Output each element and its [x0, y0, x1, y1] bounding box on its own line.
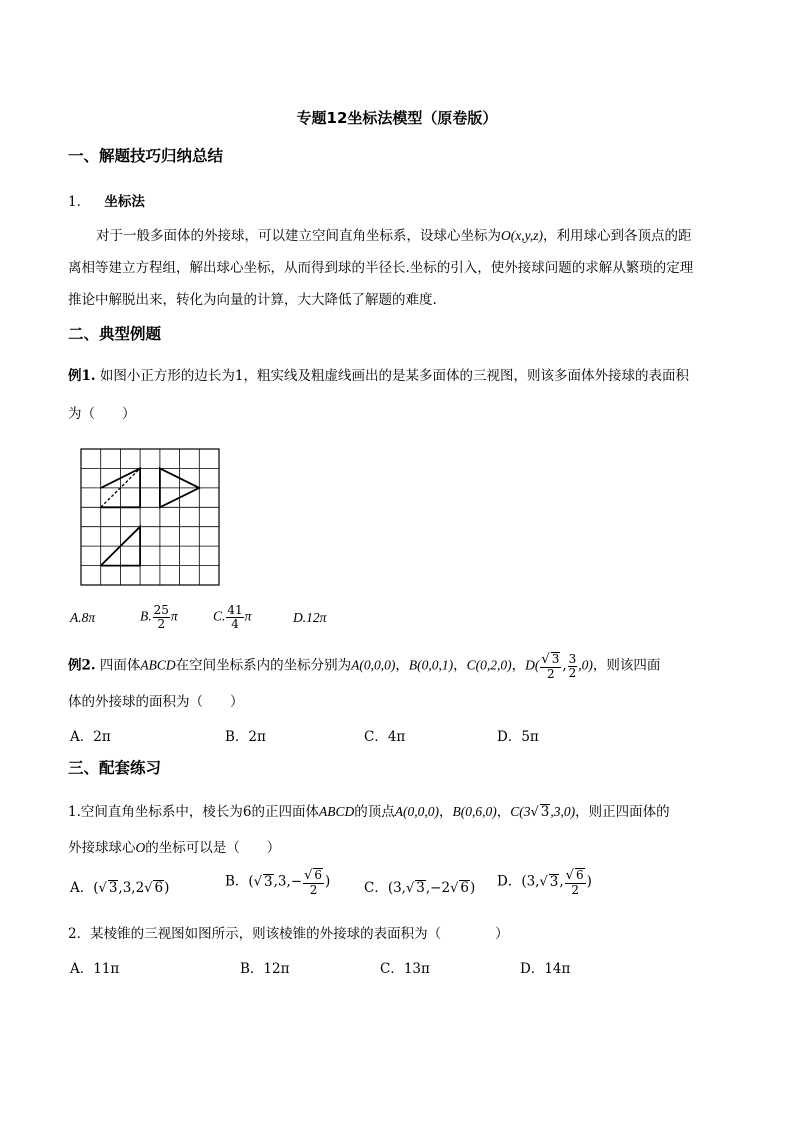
q1-a-post: )	[164, 880, 170, 896]
q1-d-post: )	[586, 873, 592, 890]
example1-label: 例1.	[68, 368, 96, 384]
q1-d-mid: ,	[559, 873, 564, 890]
option-d-label: D.	[293, 610, 307, 625]
q1-b-sqrt1: 3	[263, 873, 273, 890]
example2-point-d-frac2	[568, 653, 578, 679]
question1-line-1: 1.空间直角坐标系中，棱长为6的正四面体ABCD的顶点A(0,0,0)，B(0,6,0)，C(3√ 3,3,0)，则正四面体的	[68, 804, 670, 820]
example2-option-b: B．2π	[225, 729, 266, 745]
method-paragraph-line-3: 推论中解脱出来，转化为向量的计算，大大降低了解题的难度.	[68, 292, 437, 308]
section-heading-examples: 二、典型例题	[68, 325, 162, 343]
q1-d-pre: D．(3,	[497, 873, 540, 890]
example2-point-d-sqrt: 3	[551, 652, 560, 666]
question1-point-a: A(0,0,0)	[394, 804, 439, 819]
q1-a-sqrt1: 3	[108, 880, 118, 896]
example1-line-2: 为（ ）	[68, 406, 136, 422]
question1-option-c: C．(3,√ 3,−2√ 6)	[364, 880, 476, 896]
option-a-label: A.	[70, 610, 82, 625]
method-paragraph-line-1	[96, 226, 691, 246]
q1-a-mid: ,3,2	[118, 880, 145, 896]
option-c-fraction	[226, 604, 243, 630]
example2-label: 例2.	[68, 657, 96, 674]
example2-option-c: C．4π	[364, 729, 406, 745]
example2-point-d-den2: 2	[568, 665, 577, 680]
example2-option-a: A．2π	[70, 729, 111, 745]
method-heading	[68, 192, 145, 212]
option-c-denominator: 4	[231, 616, 239, 631]
example2-text-pre: 四面体	[99, 657, 141, 674]
example1-option-d	[293, 610, 326, 626]
example2-point-d-pre: D(	[525, 657, 540, 673]
method-paragraph-line-2: 离相等建立方程组，解出球心坐标，从而得到球的半径长.坐标的引入，使外接球问题的求解从繁琐的定理	[68, 260, 694, 276]
example2-point-a: A(0,0,0)	[351, 657, 396, 673]
option-d-value: 12π	[306, 610, 327, 625]
q1-d-sqrt1: 3	[549, 873, 559, 890]
question2-line-1: 2．某棱锥的三视图如图所示，则该棱锥的外接球的表面积为（ ）	[68, 926, 509, 942]
question1-text-tail: ，则正四面体的	[575, 804, 670, 820]
q1-b-num: 6	[314, 868, 322, 882]
method-number: 1．	[68, 194, 91, 210]
q1-d-fraction: $\frac{√ 6}{2}$	[565, 868, 584, 897]
method-line1-tail: ，利用球心到各顶点的距	[542, 228, 692, 244]
question1-text-mid: 的顶点	[354, 804, 395, 820]
question2-option-c: C．13π	[380, 961, 430, 977]
method-line1-text: 对于一般多面体的外接球，可以建立空间直角坐标系，设球心坐标为	[96, 228, 501, 244]
question1-option-a: A．(√ 3,3,2√ 6)	[70, 880, 170, 896]
option-b-numerator: 25	[153, 603, 169, 617]
q1-a-sqrt2: 6	[154, 880, 164, 896]
q1-b-den: 2	[309, 882, 318, 897]
q1-c-pre: C．(3,	[364, 880, 406, 896]
example2-line-2: 体的外接球的面积为（ ）	[68, 694, 244, 710]
example2-point-d-post: ,0)	[578, 657, 593, 673]
q1-b-post: )	[325, 873, 331, 890]
q1-d-den: 2	[571, 882, 579, 897]
q1-d-num: 6	[575, 868, 584, 882]
example2-point-b: B(0,0,1)	[408, 657, 454, 673]
three-view-grid-figure	[80, 446, 222, 588]
example2-line-1: 例2. 四面体ABCD在空间坐标系内的坐标分别为A(0,0,0)，B(0,0,1)，C(0,2,0)，D( $\frac{√ 3}{2}$ , $\frac{3}{2}$ ,0)，则该四面	[68, 652, 661, 681]
q1-c-sqrt1: 3	[416, 880, 425, 896]
option-c-label: C.	[213, 608, 226, 624]
question1-point-c-sqrt: 3	[540, 804, 550, 820]
option-b-label: B.	[140, 608, 152, 624]
example1-option-a	[70, 610, 95, 626]
example2-text-tail: ，则该四面	[592, 657, 661, 674]
question1-line-2	[68, 838, 280, 858]
example1-option-c	[213, 604, 251, 630]
option-b-fraction	[153, 604, 170, 630]
example1-line-1	[68, 366, 689, 386]
method-line1-math: O(x,y,z)	[501, 228, 543, 243]
question1-point-b: B(0,6,0)	[452, 804, 497, 819]
question1-abcd: ABCD	[318, 804, 355, 819]
question1-point-c-pre: C(3	[510, 804, 531, 819]
method-name: 坐标法	[104, 194, 145, 210]
question2-option-b: B．12π	[240, 961, 290, 977]
option-a-value: 8π	[81, 610, 96, 625]
question2-option-a: A．11π	[70, 961, 120, 977]
question1-line2-post: 的坐标可以是（ ）	[145, 840, 281, 856]
question1-center-o: O	[135, 840, 146, 855]
example1-option-b	[140, 604, 178, 630]
q1-c-sqrt2: 6	[460, 880, 469, 896]
q1-a-pre: A．(	[70, 880, 99, 896]
option-c-numerator: 41	[227, 603, 243, 617]
section-heading-techniques: 一、解题技巧归纳总结	[68, 147, 224, 165]
option-c-pi: π	[244, 608, 252, 624]
option-b-denominator: 2	[157, 616, 166, 631]
question1-line2-pre: 外接球球心	[68, 840, 136, 856]
example2-point-d-num2: 3	[568, 652, 577, 667]
question1-option-d: D．(3,√ 3, $\frac{√ 6}{2}$ )	[497, 868, 592, 897]
q1-c-mid: ,−2	[425, 880, 451, 896]
example2-option-d: D．5π	[497, 729, 539, 745]
section-heading-practice: 三、配套练习	[68, 759, 162, 777]
page-title: 专题12坐标法模型（原卷版）	[296, 109, 498, 127]
example2-abcd: ABCD	[140, 657, 176, 673]
q1-c-post: )	[469, 880, 476, 896]
example2-text-mid: 在空间坐标系内的坐标分别为	[175, 657, 352, 674]
example2-point-d-den1: 2	[547, 666, 555, 681]
question1-text-pre: 1.空间直角坐标系中，棱长为6的正四面体	[68, 804, 319, 820]
question2-option-d: D．14π	[520, 961, 571, 977]
question1-option-b: B．(√ 3,3,− $\frac{√ 6}{2}$ )	[225, 868, 331, 897]
q1-b-pre: B．(	[225, 873, 254, 890]
q1-b-fraction: $\frac{√ 6}{2}$	[304, 868, 322, 897]
example2-point-d-frac1: $\frac{√ 3}{2}$	[541, 652, 560, 681]
example2-point-c: C(0,2,0)	[466, 657, 512, 673]
option-b-pi: π	[170, 608, 178, 624]
example1-text: 如图小正方形的边长为1，粗实线及粗虚线画出的是某多面体的三视图，则该多面体外接球的表面积	[99, 368, 689, 384]
q1-b-mid: ,3,−	[273, 873, 303, 890]
question1-point-c-post: ,3,0)	[550, 804, 576, 819]
